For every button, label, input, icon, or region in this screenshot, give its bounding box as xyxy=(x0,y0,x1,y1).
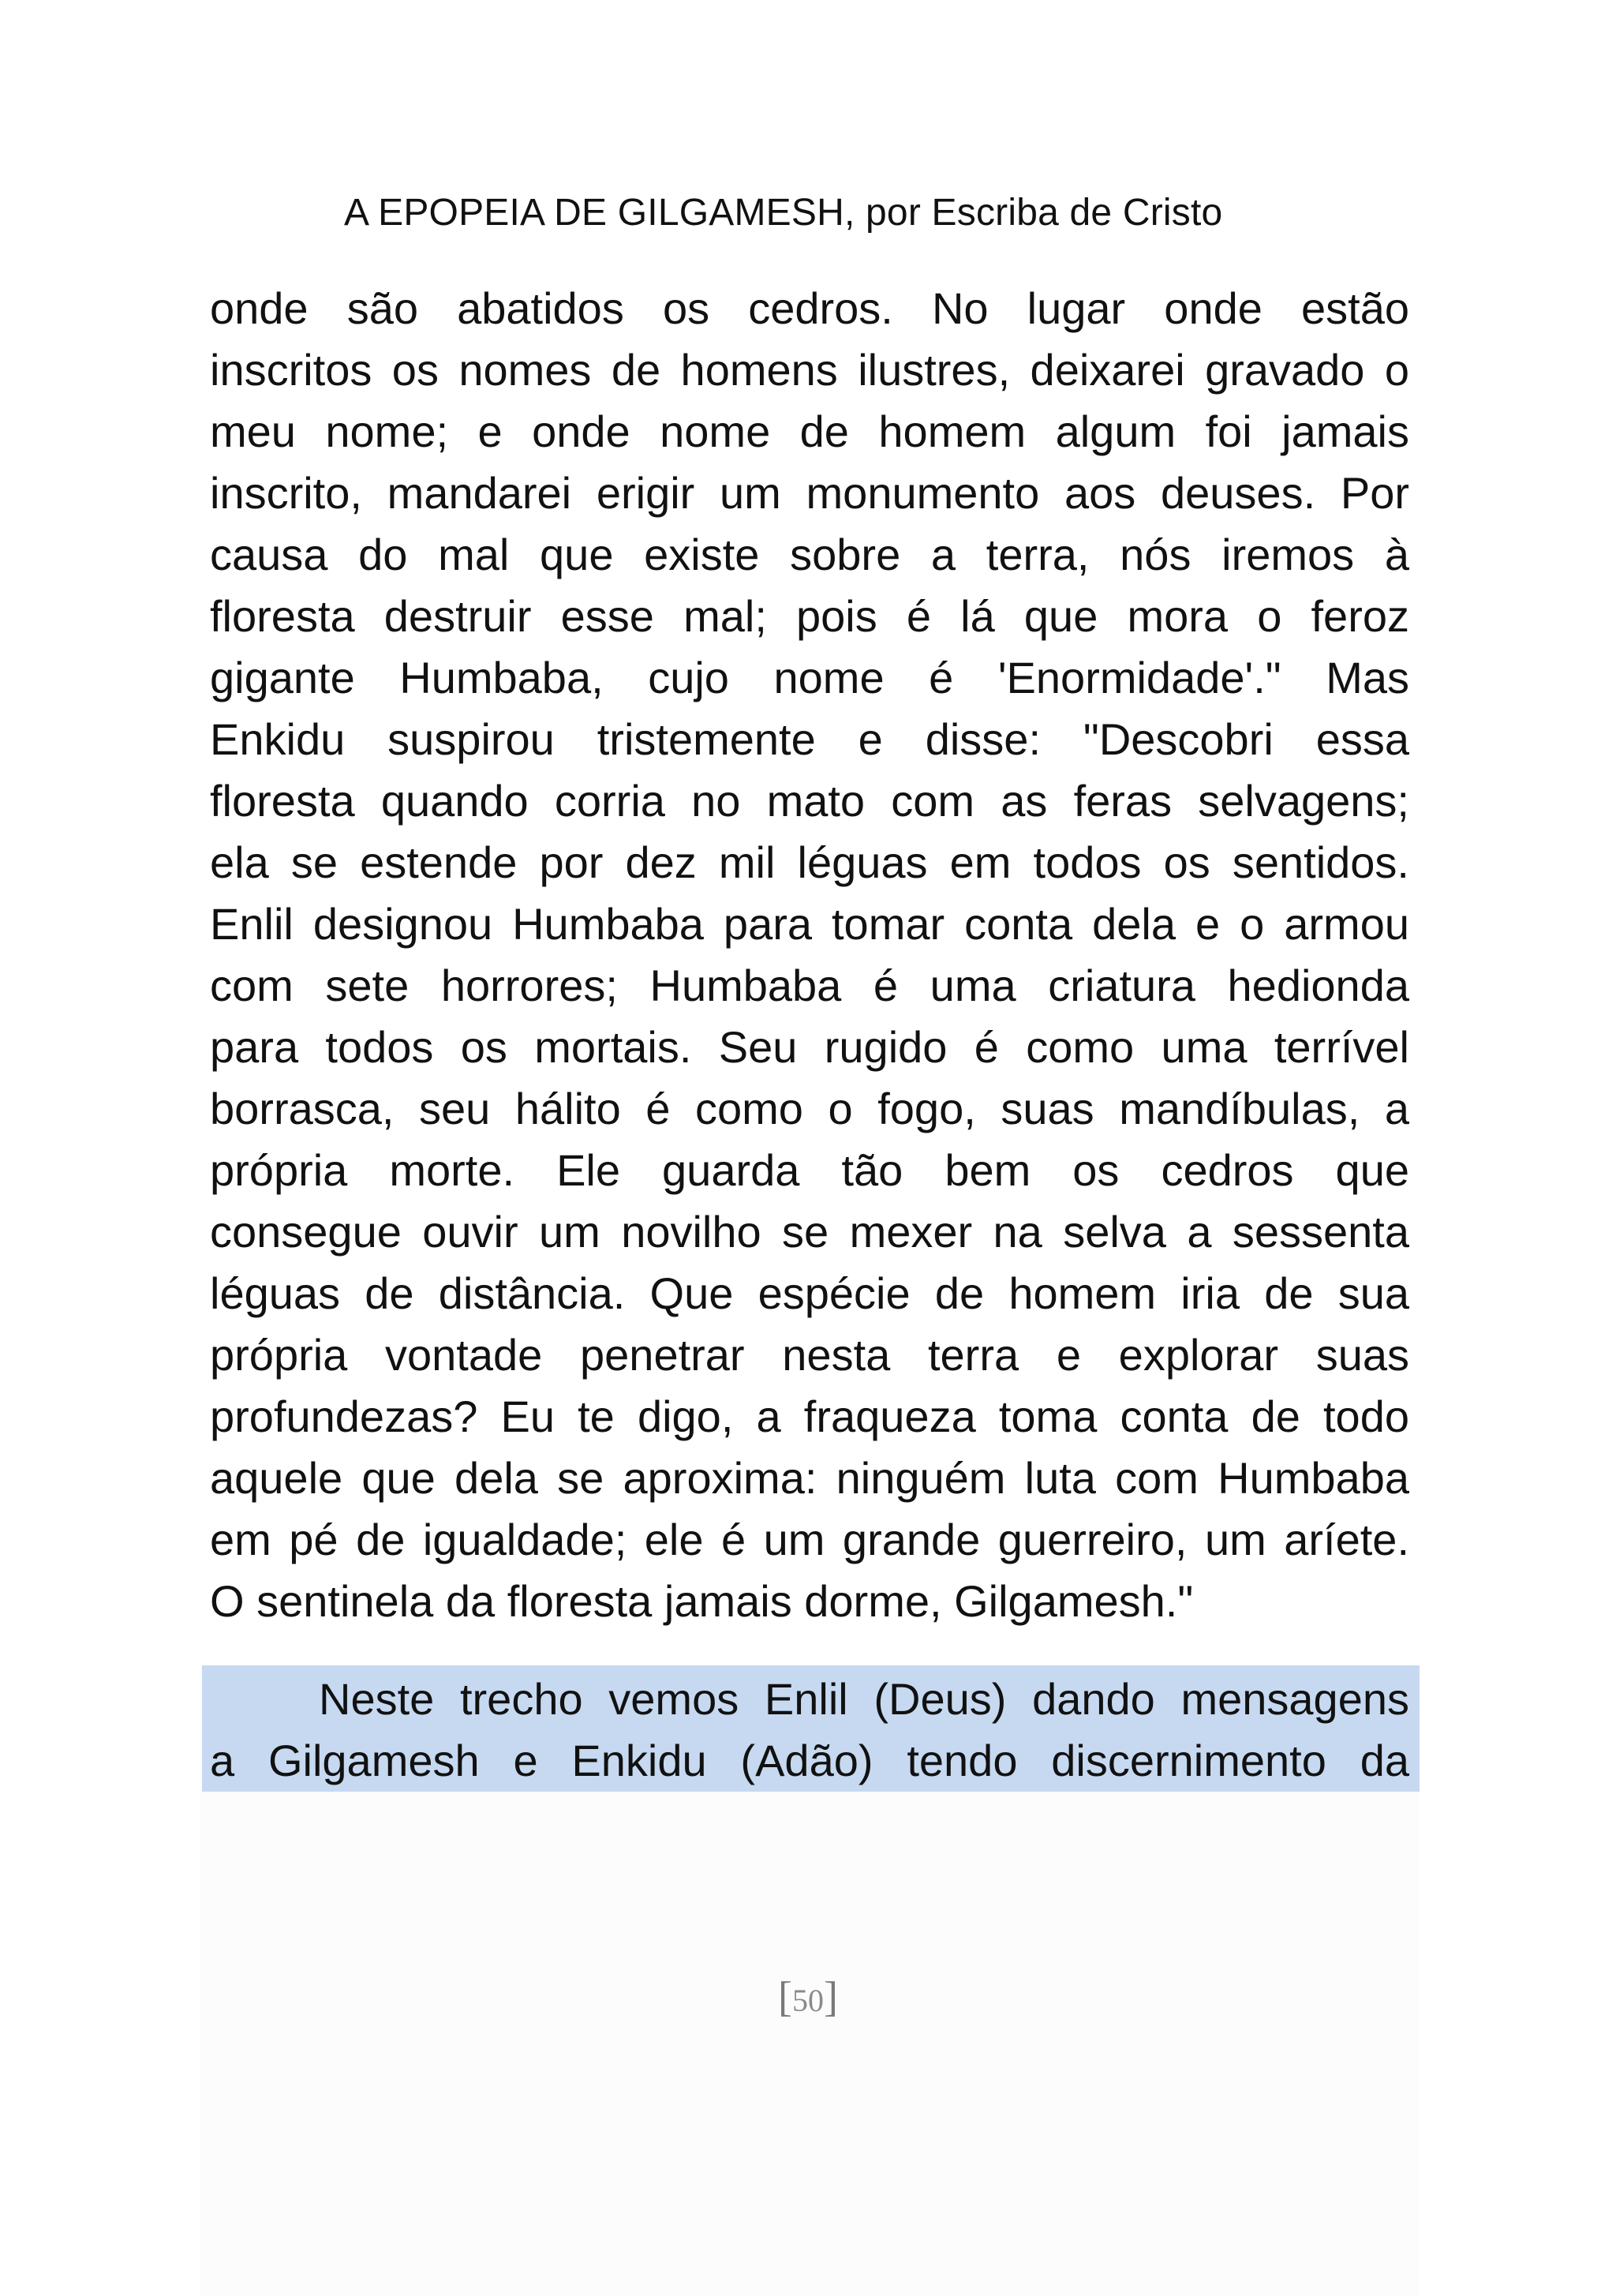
body-line: inscritos os nomes de homens ilustres, deixarei gravado o xyxy=(210,345,1409,395)
body-line: meu nome; e onde nome de homem algum foi jamais xyxy=(210,406,1409,456)
body-line: Enkidu suspirou tristemente e disse: "Descobri essa xyxy=(210,714,1409,764)
body-line: em pé de igualdade; ele é um grande guerreiro, um aríete. xyxy=(210,1515,1409,1564)
body-line: causa do mal que existe sobre a terra, nós iremos à xyxy=(210,530,1409,579)
body-line: para todos os mortais. Seu rugido é como uma terrível xyxy=(210,1022,1409,1072)
body-line: aquele que dela se aproxima: ninguém luta com Humbaba xyxy=(210,1453,1409,1503)
body-line: léguas de distância. Que espécie de homem iria de sua xyxy=(210,1268,1409,1318)
body-line: consegue ouvir um novilho se mexer na selva a sessenta xyxy=(210,1207,1409,1257)
body-line: profundezas? Eu te digo, a fraqueza toma conta de todo xyxy=(210,1391,1409,1441)
body-line: ela se estende por dez mil léguas em todos os sentidos. xyxy=(210,837,1409,887)
body-line: gigante Humbaba, cujo nome é 'Enormidade'." Mas xyxy=(210,653,1409,702)
highlighted-note xyxy=(210,1669,1409,1792)
note-line: a Gilgamesh e Enkidu (Adão) tendo discernimento da xyxy=(210,1736,1409,1785)
running-header: A EPOPEIA DE GILGAMESH, por Escriba de Cristo xyxy=(344,192,1223,234)
page-number-value: 50 xyxy=(792,1983,824,2018)
body-line: com sete horrores; Humbaba é uma criatura hedionda xyxy=(210,961,1409,1010)
body-text xyxy=(210,278,1409,1632)
body-line: própria morte. Ele guarda tão bem os cedros que xyxy=(210,1145,1409,1195)
body-line: onde são abatidos os cedros. No lugar onde estão xyxy=(210,283,1409,333)
body-line: floresta destruir esse mal; pois é lá que mora o feroz xyxy=(210,591,1409,641)
page-number-left-bracket: [ xyxy=(778,1973,792,2021)
body-line: inscrito, mandarei erigir um monumento aos deuses. Por xyxy=(210,468,1409,518)
body-line: Enlil designou Humbaba para tomar conta dela e o armou xyxy=(210,899,1409,949)
page-number xyxy=(710,1973,906,2024)
note-line: Neste trecho vemos Enlil (Deus) dando mensagens xyxy=(319,1674,1409,1724)
body-line: O sentinela da floresta jamais dorme, Gilgamesh." xyxy=(210,1576,1194,1626)
body-line: floresta quando corria no mato com as feras selvagens; xyxy=(210,776,1409,826)
page-number-right-bracket: ] xyxy=(824,1973,838,2021)
body-line: borrasca, seu hálito é como o fogo, suas mandíbulas, a xyxy=(210,1084,1409,1133)
body-line: própria vontade penetrar nesta terra e explorar suas xyxy=(210,1330,1409,1380)
